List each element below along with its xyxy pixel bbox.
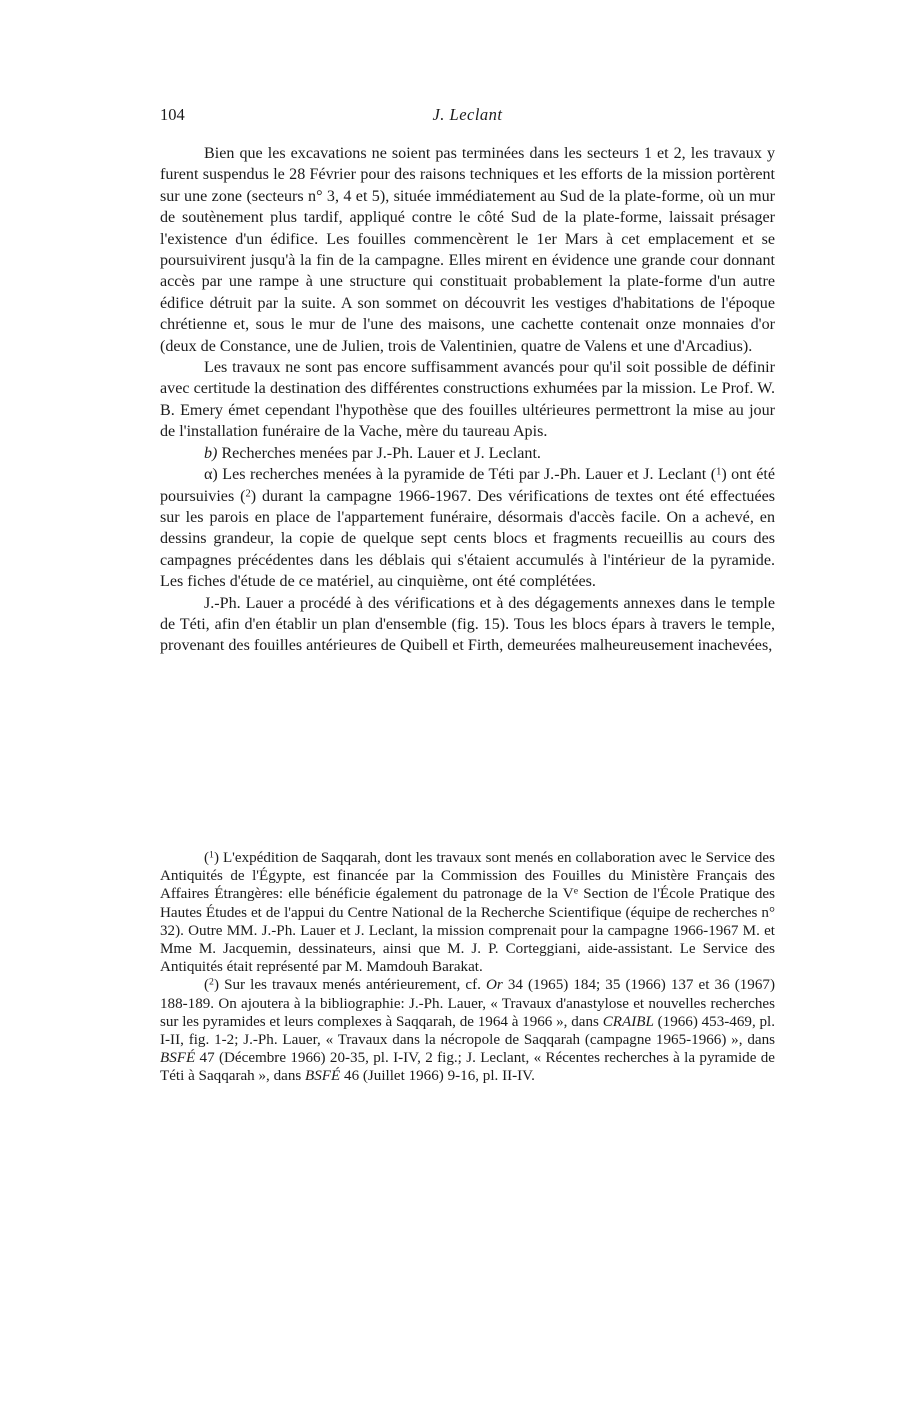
footnote-1-superscript: e: [573, 886, 579, 897]
paragraph-4: [160, 464, 775, 592]
footnotes: [160, 849, 775, 1086]
footnote-1-part-b: Section de l'École Pratique des Hautes Études et de l'appui du Centre National de la Recherche Scientifique (équipe de recherches n° 32). Outre MM. J.-Ph. Lauer et J. Leclant, la mission comprenait pour la campagne 1966-1967 M. et Mme M. Jacquemin, dessinateurs, ainsi que M. J. P. Corteggiani, aide-assistant. Le Service des Antiquités était représenté par M. Mamdouh Barakat.: [160, 886, 775, 976]
footnote-2-part-b: 34 (1965) 184; 35 (1966) 137 et 36 (1967) 188-189. On ajoutera à la bibliographie: J.-Ph. Lauer, « Travaux d'anastylose et nouvelles recherches sur les pyramides et leurs complexes à Saqqarah, de 1964 à 1966 », dans: [160, 977, 775, 1030]
citation-or: Or: [485, 977, 503, 994]
footnote-2-part-d: 47 (Décembre 1966) 20-35, pl. I-IV, 2 fig.; J. Leclant, « Récentes recherches à la pyramide de Téti à Saqqarah », dans: [160, 1050, 775, 1085]
paragraph-4-part-c: ) durant la campagne 1966-1967. Des vérifications de textes ont été effectuées sur les parois en place de l'appartement funéraire, désormais d'accès facile. On a achevé, en dessins grandeur, la copie de quelque sept cents blocs et fragments recueillis au cours des campagnes précédentes dans les déblais qui s'étaient accumulés à l'intérieur de la pyramide. Les fiches d'étude de ce matériel, au cinquième, ont été complétées.: [160, 487, 776, 591]
running-head: J. Leclant: [432, 105, 503, 124]
main-text: [160, 143, 775, 657]
list-marker-alpha: α): [204, 466, 218, 484]
paragraph-4-part-a: Les recherches menées à la pyramide de Téti par J.-Ph. Lauer et J. Leclant (: [222, 466, 717, 484]
footnote-2-marker: 2: [209, 977, 214, 989]
paragraph-3: [160, 443, 775, 464]
paragraph-2: Les travaux ne sont pas encore suffisamment avancés pour qu'il soit possible de définir avec certitude la destination des différentes constructions exhumées par la mission. Le Prof. W. B. Emery émet cependant l'hypothèse que des fouilles ultérieures permettront la mise au jour de l'installation funéraire de la Vache, mère du taureau Apis.: [160, 359, 775, 441]
footnote-ref-1[interactable]: 1: [716, 466, 722, 478]
footnote-1-marker: 1: [209, 849, 214, 861]
section-heading: Recherches menées par J.-Ph. Lauer et J. Leclant.: [221, 444, 541, 462]
paragraph-4-part-b: ) ont été poursuivies (: [160, 466, 775, 505]
footnote-2-part-c: (1966) 453-469, pl. I-II, fig. 1-2; J.-Ph. Lauer, « Travaux dans la nécropole de Saqqarah (campagne 1965-1966) », dans: [160, 1013, 776, 1049]
footnote-ref-2[interactable]: 2: [245, 487, 251, 499]
paragraph-5: J.-Ph. Lauer a procédé à des vérifications et à des dégagements annexes dans le temple de Téti, afin d'en établir un plan d'ensemble (fig. 15). Tous les blocs épars à travers le temple, provenant des fouilles antérieures de Quibell et Firth, demeurées malheureusement inachevées,: [160, 594, 775, 655]
page-header: [160, 103, 775, 129]
list-marker-b: b): [204, 444, 218, 462]
paragraph-1: Bien que les excavations ne soient pas terminées dans les secteurs 1 et 2, les travaux y furent suspendus le 28 Février pour des raisons techniques et les efforts de la mission portèrent sur une zone (secteurs n° 3, 4 et 5), située immédiatement au Sud de la plate-forme, où un mur de soutènement plus tardif, appliqué contre le côté Sud de la plate-forme, laissait présager l'existence d'un édifice. Les fouilles commencèrent le 1er Mars à cet emplacement et se poursuivirent jusqu'à la fin de la campagne. Elles mirent en évidence une grande cour donnant accès par une rampe à une structure qui constituait probablement la plate-forme d'un autre édifice détruit par la suite. A son sommet on découvrit les vestiges d'habitations de l'époque chrétienne et, sous le mur de l'une des maisons, une cachette contenait onze monnaies d'or (deux de Constance, une de Julien, trois de Valentinien, quatre de Valens et une d'Arcadius).: [160, 145, 775, 355]
citation-bsfe-2: BSFÉ: [305, 1068, 341, 1085]
citation-craibl: CRAIBL: [602, 1013, 654, 1030]
footnote-2-part-e: 46 (Juillet 1966) 9-16, pl. II-IV.: [340, 1068, 535, 1085]
footnote-2-part-a: Sur les travaux menés antérieurement, cf.: [224, 977, 486, 994]
footnote-1-part-a: L'expédition de Saqqarah, dont les travaux sont menés en collaboration avec le Service des Antiquités de l'Égypte, est financée par la Commission des Fouilles du Ministère Français des Affaires Étrangères: elle bénéficie également du patronage de la V: [160, 850, 775, 903]
footnote-2: ($^2$) Sur les travaux menés antérieurement, cf. Or 34 (1965) 184; 35 (1966) 137 et 36 (1967) 188-189. On ajoutera à la bibliographie: J.-Ph. Lauer, « Travaux d'anastylose et nouvelles recherches sur les pyramides et leurs complexes à Saqqarah, de 1964 à 1966 », dans CRAIBL (1966) 453-469, pl. I-II, fig. 1-2; J.-Ph. Lauer, « Travaux dans la nécropole de Saqqarah (campagne 1965-1966) », dans BSFÉ 47 (Décembre 1966) 20-35, pl. I-IV, 2 fig.; J. Leclant, « Récentes recherches à la pyramide de Téti à Saqqarah », dans BSFÉ 46 (Juillet 1966) 9-16, pl. II-IV.: [160, 977, 776, 1085]
page-number: 104: [160, 105, 185, 124]
citation-bsfe-1: BSFÉ: [160, 1050, 196, 1067]
footnote-1: ($^1$) L'expédition de Saqqarah, dont les travaux sont menés en collaboration avec le Service des Antiquités de l'Égypte, est financée par la Commission des Fouilles du Ministère Français des Affaires Étrangères: elle bénéficie également du patronage de la Ve Section de l'École Pratique des Hautes Études et de l'appui du Centre National de la Recherche Scientifique (équipe de recherches n° 32). Outre MM. J.-Ph. Lauer et J. Leclant, la mission comprenait pour la campagne 1966-1967 M. et Mme M. Jacquemin, dessinateurs, ainsi que M. J. P. Corteggiani, aide-assistant. Le Service des Antiquités était représenté par M. Mamdouh Barakat.: [160, 849, 775, 976]
